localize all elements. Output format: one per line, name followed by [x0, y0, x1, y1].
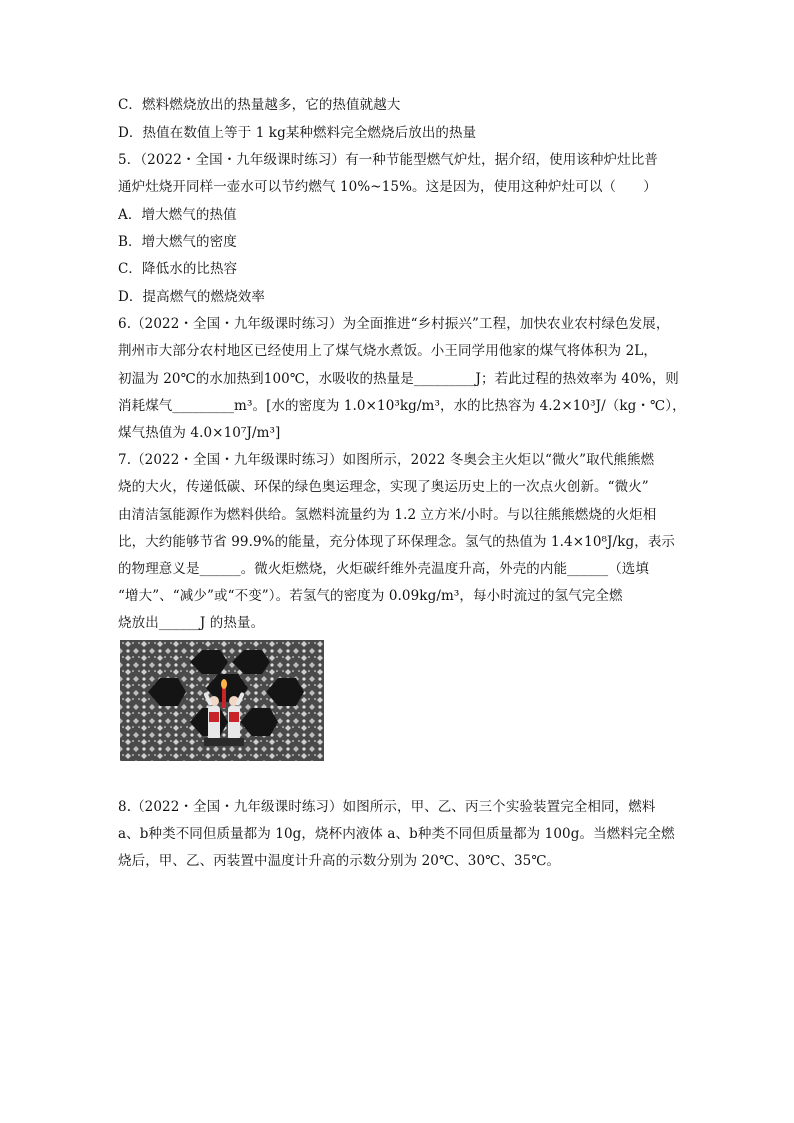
question-5-line-1: 5．（2022・全国・九年级课时练习）有一种节能型燃气炉灶，据介绍，使用该种炉灶比普: [118, 152, 658, 168]
question-7-line-3: 由清洁氢能源作为燃料供给。氢燃料流量约为 1.2 立方米/小时。与以往熊熊燃烧的火炬相: [118, 507, 657, 523]
question-5-line-2: 通炉灶烧开同样一壶水可以节约燃气 10%~15%。这是因为，使用这种炉灶可以（ ）: [118, 179, 657, 195]
question-7-line-2: 烧的大火，传递低碳、环保的绿色奥运理念，实现了奥运历史上的一次点火创新。“微火”: [118, 479, 649, 495]
question-6-line-4: 消耗煤气_________m³。[水的密度为 1.0×10³kg/m³，水的比热容为 4.2×10³J/（kg・℃），: [118, 398, 686, 414]
question-7-line-7: 烧放出______J 的热量。: [118, 615, 265, 631]
option-a-q5: A．增大燃气的热值: [118, 207, 237, 223]
question-7-line-6: “增大”、“减少”或“不变”）。若氢气的密度为 0.09kg/m³，每小时流过的氢气完全燃: [118, 588, 623, 604]
question-7-line-5: 的物理意义是______。微火炬燃烧，火炬碳纤维外壳温度升高，外壳的内能______（选填: [118, 561, 649, 577]
option-b-q5: B．增大燃气的密度: [118, 234, 237, 250]
question-6-line-2: 荆州市大部分农村地区已经使用上了煤气烧水煮饭。小王同学用他家的煤气将体积为 2L，: [118, 343, 657, 359]
question-6-line-5: 煤气热值为 4.0×10⁷J/m³]: [118, 425, 281, 441]
option-d-q5: D．提高燃气的燃烧效率: [118, 289, 265, 305]
olympic-torch-photo: [120, 640, 324, 761]
olympic-torch-image: [120, 640, 324, 761]
question-7-line-4: 比，大约能够节省 99.9%的能量，充分体现了环保理念。氢气的热值为 1.4×10⁸J/kg，表示: [118, 534, 676, 550]
option-c-q4: C．燃料燃烧放出的热量越多，它的热值就越大: [118, 97, 401, 113]
option-c-q5: C．降低水的比热容: [118, 261, 238, 277]
question-6-line-3: 初温为 20℃的水加热到100℃，水吸收的热量是_________J；若此过程的热效率为 40%，则: [118, 371, 679, 387]
question-6-line-1: 6.（2022・全国・九年级课时练习）为全面推进“乡村振兴”工程，加快农业农村绿色发展，: [118, 316, 670, 332]
question-8-line-3: 烧后，甲、乙、丙装置中温度计升高的示数分别为 20℃、30℃、35℃。: [118, 853, 561, 869]
question-8-line-1: 8.（2022・全国・九年级课时练习）如图所示，甲、乙、丙三个实验装置完全相同，燃料: [118, 799, 656, 815]
question-8-line-2: a、b种类不同但质量都为 10g，烧杯内液体 a、b种类不同但质量都为 100g。当燃料完全燃: [118, 826, 675, 842]
question-7-line-1: 7.（2022・全国・九年级课时练习）如图所示，2022 冬奥会主火炬以“微火”取代熊熊燃: [118, 452, 655, 468]
option-d-q4: D．热值在数值上等于 1 kg某种燃料完全燃烧后放出的热量: [118, 125, 477, 141]
